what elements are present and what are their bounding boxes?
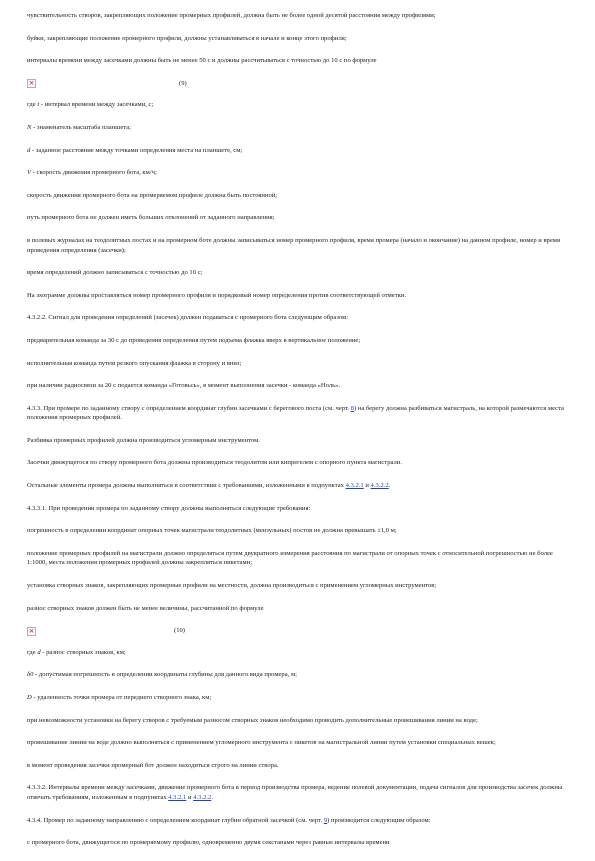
equation-number: (10) (174, 627, 185, 635)
subsection-4-3-2-1-link[interactable]: 4.3.2.1 (345, 482, 364, 490)
paragraph (27, 100, 567, 110)
drawing-8-link[interactable]: 8 (350, 404, 354, 412)
paragraph (27, 436, 567, 446)
formula-9 (27, 79, 567, 89)
paragraph-text: Остальные элементы промера должны выполняться в соответствии с требованиями, изложенными в подпунктах (27, 482, 346, 490)
paragraph (27, 604, 567, 614)
paragraph-text: в момент проведения засечки промерный бот должен находиться строго на линии створа. (27, 761, 279, 769)
paragraph-text: при наличии радиосвязи за 20 с подается команда «Готовьсь», в момент выполнения засечки - команда «Ноль». (27, 382, 341, 390)
paragraph-text: положение промерных профилей на магистрали должно определяться путем двукратного измерения расстояния по магистрали от опорных точек с относительной погрешностью не более 1:1000, места положения промерных профилей должны закрепляться пикетами; (27, 549, 553, 567)
paragraph (27, 693, 567, 703)
paragraph-text: . (388, 482, 391, 490)
paragraph-text: где (27, 648, 38, 656)
paragraph (27, 146, 567, 156)
paragraph (27, 191, 567, 201)
paragraph-text: 4.3.2.2. Сигнал для проведения определений (засечек) должен подаваться с промерного бота следующим образом: (27, 314, 349, 322)
paragraph-text: интервалы времени между засечками должны быть не менее 50 с и должны рассчитываться с точностью до 10 с по формуле (27, 57, 377, 65)
paragraph-text: На эхограмме должны проставляться номер промерного профиля и порядковый номер определения против соответствующей отметки. (27, 291, 406, 299)
broken-image-icon: × (28, 79, 35, 88)
paragraph-text: установка створных знаков, закрепляющих промерные профили на местности, должна производиться с применением угломерных инструментов; (27, 582, 437, 590)
subsection-4-3-2-2-link[interactable]: 4.3.2.2 (193, 793, 212, 801)
paragraph-text: с промерного бота, движущегося по промеряемому профилю, одновременно двумя секстанами через равные интервалы времени (27, 839, 390, 847)
symbol: δ0 (27, 671, 34, 679)
paragraph (27, 481, 567, 491)
paragraph-text: - интервал времени между засечками, с; (39, 101, 154, 109)
paragraph (27, 783, 567, 802)
equation-number: (9) (179, 79, 187, 87)
paragraph (27, 168, 567, 178)
paragraph-text: путь промерного бота не должен иметь больших отклонений от заданного направления; (27, 214, 275, 222)
drawing-9-link[interactable]: 9 (323, 816, 328, 824)
paragraph (27, 56, 567, 66)
symbol: t (37, 101, 40, 109)
paragraph-text: Разбивка промерных профилей должна производиться угломерным инструментом. (27, 436, 260, 444)
symbol: N (27, 123, 32, 131)
paragraph-text: предварительная команда за 30 с до проведения определения путем подъема флажка вверх в вертикальное положение; (27, 336, 361, 344)
paragraph (27, 716, 567, 726)
formula-10 (27, 626, 567, 636)
paragraph (27, 738, 567, 748)
paragraph-text: скорость движения промерного бота на промеряемом профиле должна быть постоянной; (27, 191, 278, 199)
paragraph-text: - допустимая погрешность в определении координаты глубины для данного вида промера, м; (33, 671, 297, 679)
paragraph-text: разнос створных знаков должен быть не менее величины, рассчитанной по формуле (27, 604, 264, 612)
document-body (27, 11, 567, 861)
symbol: V (27, 169, 32, 177)
paragraph-text: в полевых журналах на теодолитных постах и на промерном боте должны записываться номер промерного профиля, время промера (начало и окончание) на данном профиле, номер и время проведения определения (засечки); (27, 236, 560, 254)
paragraph-text: - скорость движения промерного бота, км/ч; (31, 169, 157, 177)
paragraph (27, 504, 567, 514)
paragraph (27, 816, 567, 826)
paragraph (27, 123, 567, 133)
paragraph (27, 761, 567, 771)
paragraph (27, 213, 567, 223)
symbol: d (37, 648, 41, 656)
paragraph (27, 549, 567, 568)
paragraph-text: и (186, 793, 194, 801)
paragraph-text: погрешность в определении координат опорных точек магистрали теодолитных (мензульных) постов не должна превышать ±1,0 м; (27, 527, 397, 535)
paragraph (27, 838, 567, 848)
paragraph-text: 4.3.4. Промер по заданному направлению с определением координат глубин обратной засечкой (см. черт. (27, 816, 324, 824)
paragraph (27, 34, 567, 44)
paragraph-text: чувствительность створов, закрепляющих положение промерных профилей, должна быть не более одной десятой расстояния между профилями; (27, 12, 436, 19)
paragraph-text: - разнос створных знаков, км; (40, 648, 126, 656)
paragraph-text: 4.3.3. При промере по заданному створу с определением координат глубин засечками с берегового поста (см. черт. (27, 404, 351, 412)
paragraph-text: и (363, 482, 371, 490)
paragraph-text: - заданное расстояние между точками определения места на планшете, см; (30, 146, 243, 154)
paragraph (27, 268, 567, 278)
paragraph-text: провешивание линии на воде должно выполняться с применением угломерного инструмента с пикетов на магистральной линии путем установки специальных вешек; (27, 739, 496, 747)
paragraph-text: 4.3.3.2. Интервалы времени между засечками, движение промерного бота в период производства промера, ведение полевой документации, подача сигналов для производства засечек должны отвечать требованиям, изложенным в подпунктах (27, 784, 563, 801)
paragraph (27, 670, 567, 680)
paragraph (27, 336, 567, 346)
paragraph (27, 581, 567, 591)
paragraph-text: 4.3.3.1. При проведении промера по заданному створу должны выполняться следующие требования: (27, 504, 311, 512)
paragraph (27, 291, 567, 301)
paragraph-text: ) производится следующим образом: (327, 816, 431, 824)
symbol: d (27, 146, 31, 154)
paragraph (27, 526, 567, 536)
paragraph-text: - удаленность точки промера от переднего створного знака, км; (31, 694, 212, 701)
paragraph (27, 458, 567, 468)
paragraph (27, 11, 567, 21)
symbol: D (27, 694, 32, 701)
broken-image-icon: × (28, 626, 35, 635)
subsection-4-3-2-1-link[interactable]: 4.3.2.1 (168, 793, 187, 801)
paragraph-text: Засечки движущегося по створу промерного бота должны производиться теодолитом или кипрегелем с опорного пункта магистрали. (27, 459, 402, 467)
paragraph-text: где (27, 101, 38, 109)
paragraph-text: время определений должно записываться с точностью до 10 с; (27, 269, 203, 277)
paragraph (27, 359, 567, 369)
paragraph-text: буйки, закрепляющие положение промерного профиля, должны устанавливаться в начале и конце этого профиля; (27, 34, 347, 42)
paragraph (27, 313, 567, 323)
paragraph-text: при невозможности установки на берегу створов с требуемым разносом створных знаков необходимо проводить дополнительные провешивания линии на воде; (27, 716, 478, 724)
paragraph-text: ) на берегу должна разбиваться магистраль, на которой размечаются места положения промерных профилей. (27, 404, 564, 422)
paragraph (27, 236, 567, 255)
paragraph-text: исполнительная команда путем резкого опускания флажка в сторону и вниз; (27, 359, 242, 367)
paragraph (27, 404, 567, 423)
paragraph (27, 648, 567, 658)
subsection-4-3-2-2-link[interactable]: 4.3.2.2 (370, 482, 389, 490)
paragraph-text: . (211, 793, 213, 801)
paragraph-text: - знаменатель масштаба планшета; (31, 123, 131, 131)
paragraph (27, 381, 567, 391)
